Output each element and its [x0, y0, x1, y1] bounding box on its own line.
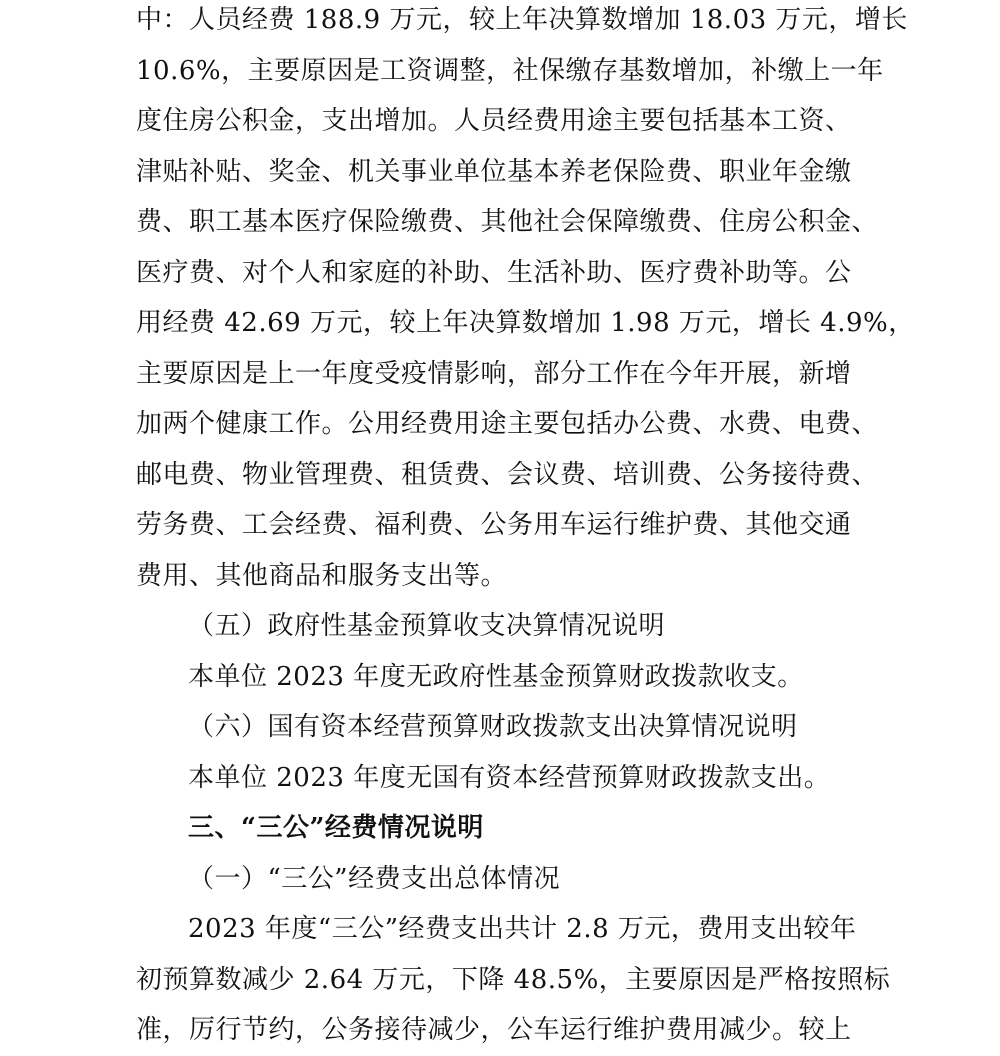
- body-text-line: 劳务费、工会经费、福利费、公务用车运行维护费、其他交通: [136, 510, 852, 540]
- body-text-line: 津贴补贴、奖金、机关事业单位基本养老保险费、职业年金缴: [136, 156, 852, 187]
- body-text-line: 2023 年度“三公”经费支出共计 2.8 万元，费用支出较年: [188, 914, 857, 944]
- body-text-line: 用经费 42.69 万元，较上年决算数增加 1.98 万元，增长 4.9%，: [136, 308, 915, 338]
- body-text-line: 度住房公积金，支出增加。人员经费用途主要包括基本工资、: [136, 106, 852, 136]
- section-heading-government-fund: （五）政府性基金预算收支决算情况说明: [188, 611, 666, 641]
- body-text-line: 10.6%，主要原因是工资调整，社保缴存基数增加，补缴上一年: [136, 55, 884, 86]
- body-text-line: 费、职工基本医疗保险缴费、其他社会保障缴费、住房公积金、: [136, 207, 879, 237]
- body-text-line: 本单位 2023 年度无政府性基金预算财政拨款收支。: [188, 661, 804, 692]
- section-heading-state-capital: （六）国有资本经营预算财政拨款支出决算情况说明: [188, 712, 798, 742]
- body-text-line: 准，厉行节约，公务接待减少，公车运行维护费用减少。较上: [136, 1015, 852, 1045]
- body-text-line: 医疗费、对个人和家庭的补助、生活补助、医疗费补助等。公: [136, 257, 852, 288]
- body-text-line: 费用、其他商品和服务支出等。: [136, 560, 508, 591]
- body-text-line: 中：人员经费 188.9 万元，较上年决算数增加 18.03 万元，增长: [136, 5, 908, 35]
- body-text-line: 加两个健康工作。公用经费用途主要包括办公费、水费、电费、: [136, 409, 879, 439]
- body-text-line: 初预算数减少 2.64 万元，下降 48.5%，主要原因是严格按照标: [136, 964, 891, 995]
- subsection-heading-overall: （一）“三公”经费支出总体情况: [188, 863, 561, 894]
- body-text-line: 邮电费、物业管理费、租赁费、会议费、培训费、公务接待费、: [136, 459, 879, 490]
- body-text-line: 本单位 2023 年度无国有资本经营预算财政拨款支出。: [188, 762, 831, 793]
- section-heading-three-public: 三、“三公”经费情况说明: [188, 813, 484, 843]
- body-text-line: 主要原因是上一年度受疫情影响，部分工作在今年开展，新增: [136, 358, 852, 389]
